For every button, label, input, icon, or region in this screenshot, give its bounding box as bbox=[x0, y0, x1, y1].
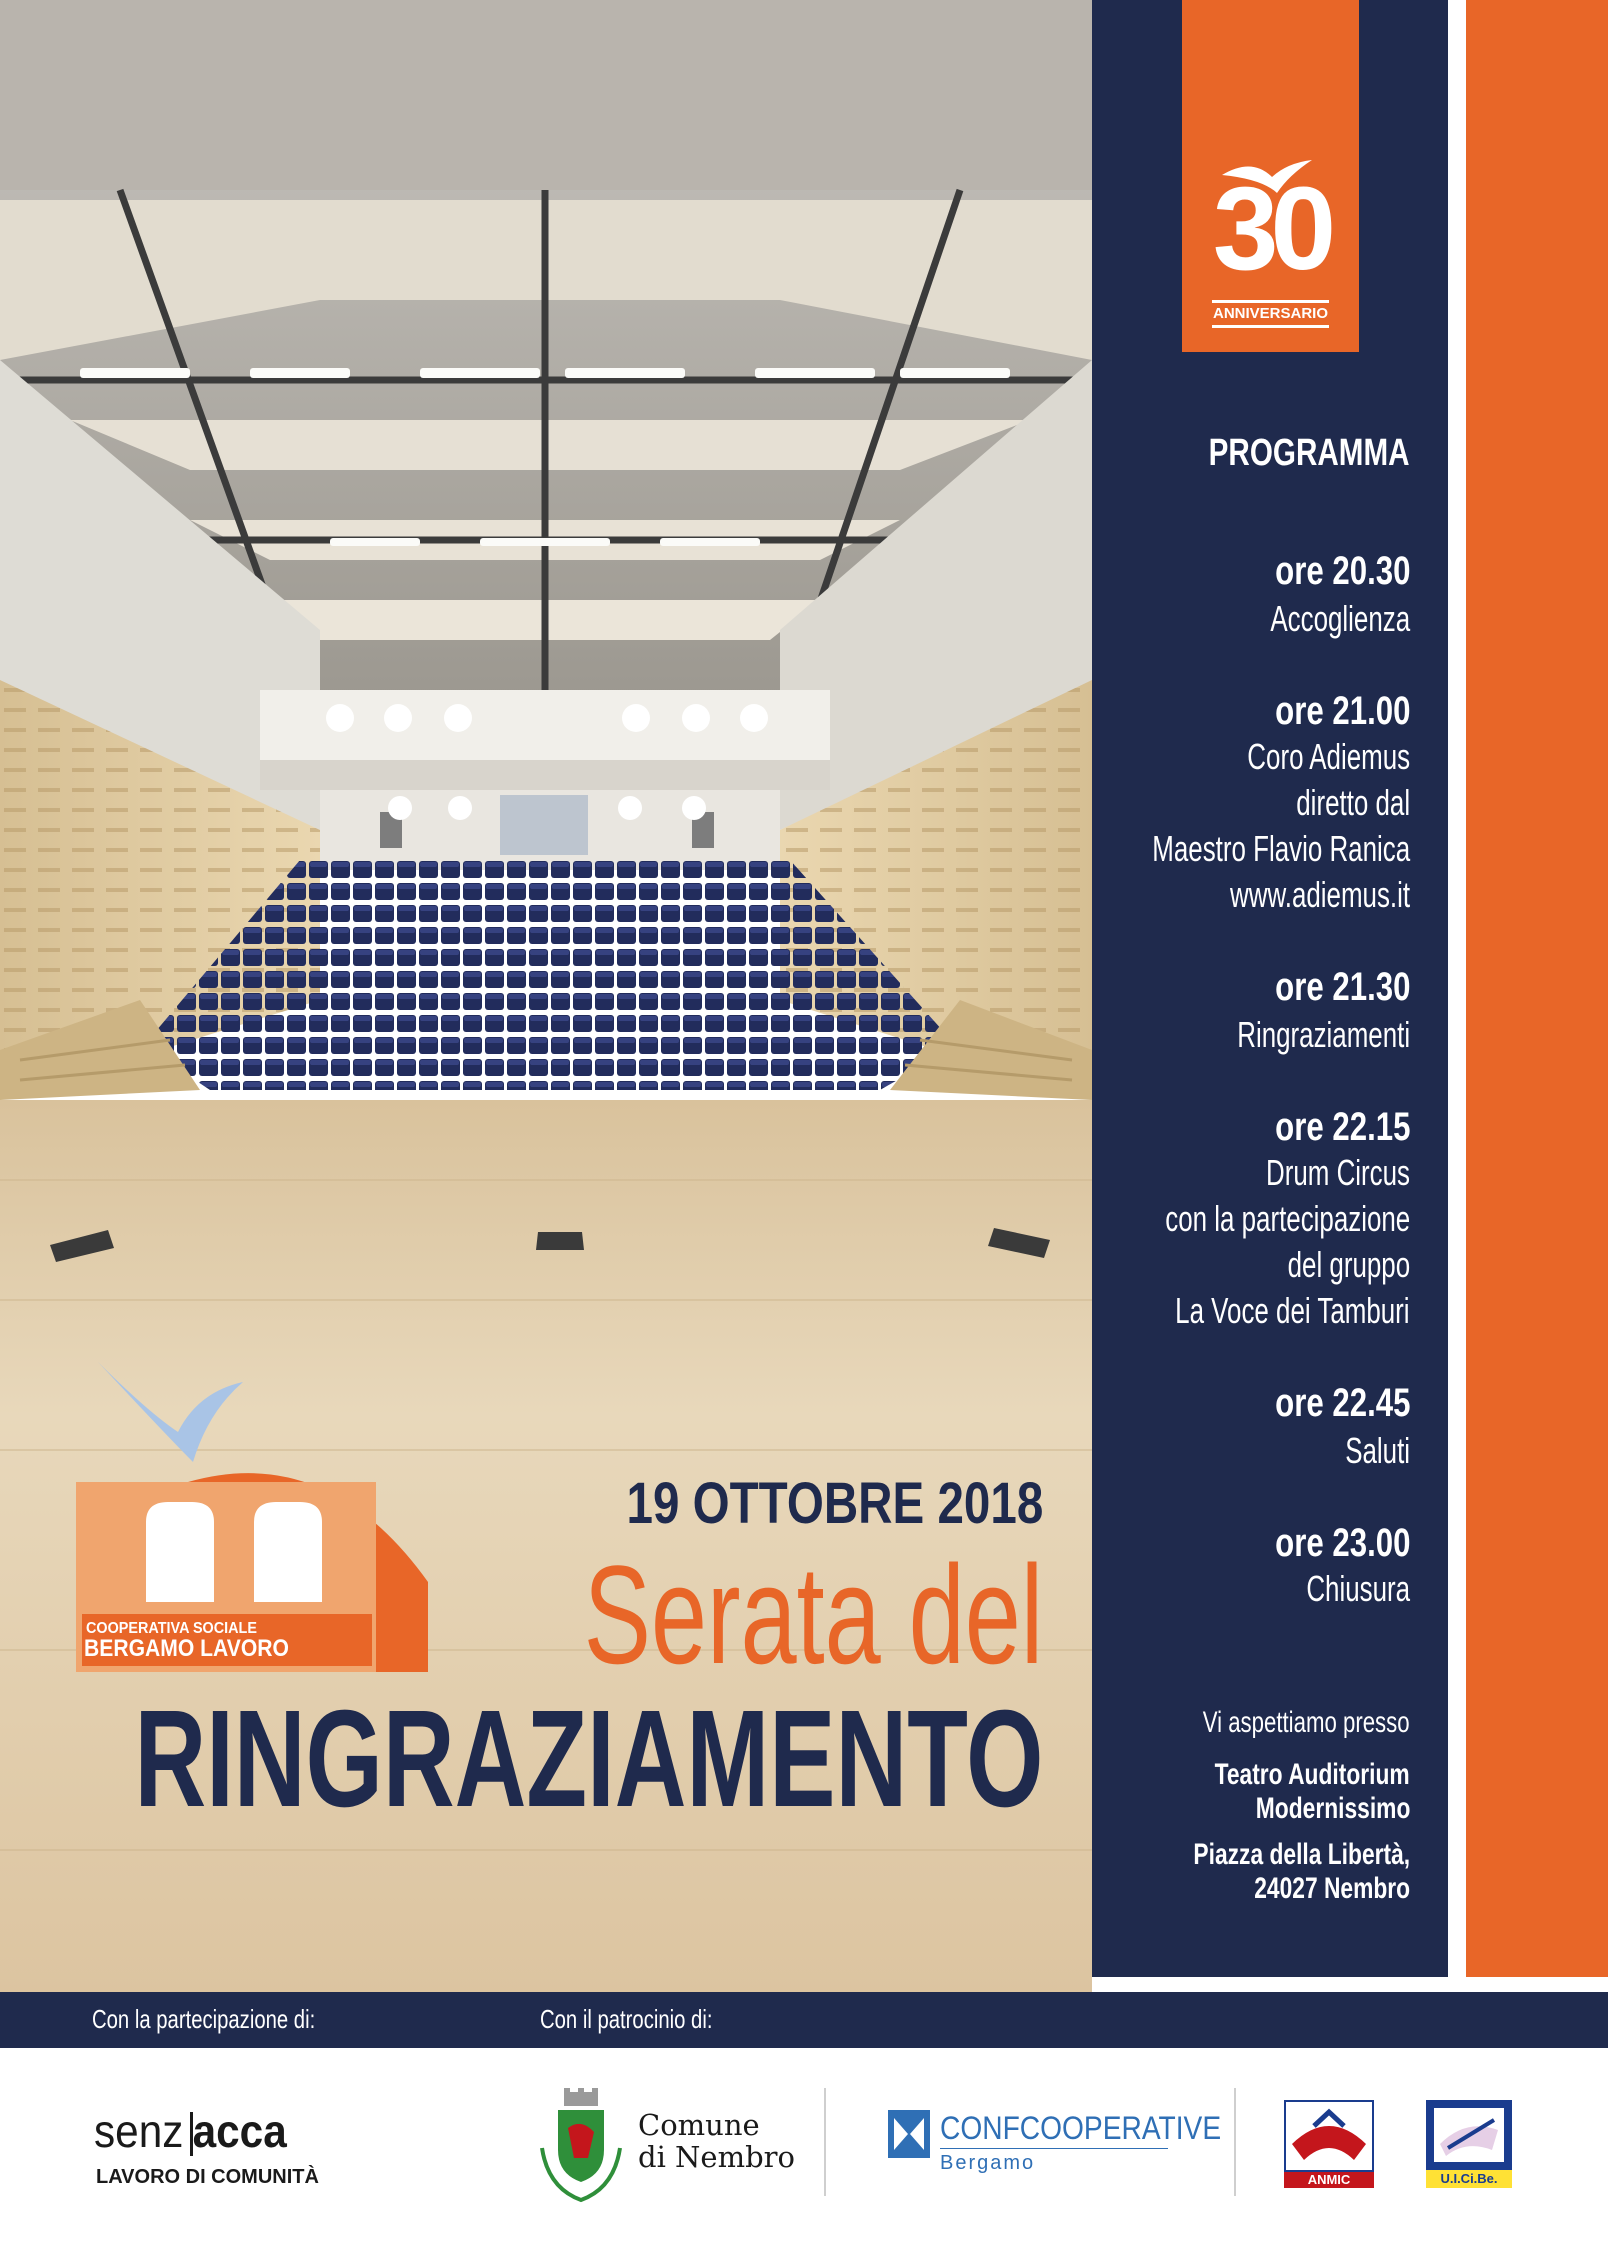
senzacca-logo bbox=[94, 2104, 364, 2204]
anmic-logo bbox=[1284, 2100, 1374, 2188]
program-desc-3: Ringraziamenti bbox=[1237, 1014, 1410, 1055]
confcooperative-logo bbox=[888, 2106, 1222, 2186]
program-time-6: ore 23.00 bbox=[1274, 1521, 1410, 1565]
venue-name-1: Teatro Auditorium bbox=[1214, 1758, 1410, 1791]
program-desc-5: Saluti bbox=[1345, 1430, 1410, 1471]
venue-address-2: 24027 Nembro bbox=[1254, 1872, 1410, 1905]
gull-icon bbox=[98, 1362, 243, 1462]
program-desc-2c: Maestro Flavio Ranica bbox=[1152, 828, 1410, 869]
footer-divider-2 bbox=[1234, 2088, 1236, 2196]
program-time-5: ore 22.45 bbox=[1274, 1381, 1410, 1425]
program-desc-2b: diretto dal bbox=[1296, 782, 1410, 823]
orange-stripe bbox=[1466, 0, 1608, 1977]
senzacca-word-left: senz bbox=[94, 2105, 184, 2157]
participation-label: Con la partecipazione di: bbox=[92, 2004, 316, 2034]
anniversary-label: ANNIVERSARIO bbox=[1212, 300, 1329, 328]
senzacca-word-right: acca bbox=[192, 2105, 287, 2157]
venue-name-2: Modernissimo bbox=[1255, 1792, 1410, 1825]
program-desc-2d: www.adiemus.it bbox=[1229, 874, 1410, 915]
program-desc-4a: Drum Circus bbox=[1265, 1152, 1410, 1193]
program-time-2: ore 21.00 bbox=[1274, 689, 1410, 733]
uicibe-emblem-icon bbox=[1426, 2100, 1512, 2170]
anmic-label: ANMIC bbox=[1284, 2172, 1374, 2188]
coat-of-arms-icon bbox=[538, 2088, 624, 2206]
comune-nembro-logo bbox=[538, 2088, 798, 2208]
program-desc-4c: del gruppo bbox=[1287, 1244, 1410, 1285]
program-desc-6: Chiusura bbox=[1306, 1568, 1410, 1609]
nembro-line2: di Nembro bbox=[638, 2140, 795, 2174]
coop-logo-line1: COOPERATIVA SOCIALE bbox=[86, 1620, 257, 1637]
anniversary-badge bbox=[1182, 0, 1359, 352]
program-desc-4d: La Voce dei Tamburi bbox=[1175, 1290, 1410, 1331]
column-divider bbox=[1448, 0, 1466, 1977]
anniversary-number: 30 bbox=[1212, 163, 1329, 295]
venue-address-1: Piazza della Libertà, bbox=[1193, 1838, 1410, 1871]
program-heading: PROGRAMMA bbox=[1209, 432, 1410, 474]
program-desc-1: Accoglienza bbox=[1270, 598, 1410, 639]
program-time-1: ore 20.30 bbox=[1274, 549, 1410, 593]
event-date: 19 OTTOBRE 2018 bbox=[626, 1471, 1043, 1536]
program-time-3: ore 21.30 bbox=[1274, 965, 1410, 1009]
patronage-label: Con il patrocinio di: bbox=[540, 2004, 713, 2034]
nembro-line1: Comune bbox=[638, 2108, 760, 2142]
uicibe-logo bbox=[1426, 2100, 1512, 2190]
coop-logo-line2: BERGAMO LAVORO bbox=[84, 1635, 289, 1662]
program-desc-4b: con la partecipazione bbox=[1165, 1198, 1410, 1239]
confcooperative-name: CONFCOOPERATIVE bbox=[940, 2110, 1222, 2146]
event-title-line1: Serata del bbox=[583, 1536, 1043, 1693]
event-title-line2: RINGRAZIAMENTO bbox=[134, 1682, 1043, 1836]
footer-divider-1 bbox=[824, 2088, 826, 2196]
coop-bergamo-lavoro-logo bbox=[68, 1352, 428, 1672]
venue-intro: Vi aspettiamo presso bbox=[1203, 1706, 1410, 1739]
uicibe-label: U.I.Ci.Be. bbox=[1426, 2170, 1512, 2188]
program-desc-2a: Coro Adiemus bbox=[1247, 736, 1410, 777]
anmic-emblem-icon bbox=[1284, 2100, 1374, 2172]
confcooperative-sub: Bergamo bbox=[940, 2152, 1036, 2174]
program-time-4: ore 22.15 bbox=[1274, 1105, 1410, 1149]
senzacca-subtitle: LAVORO DI COMUNITÀ bbox=[96, 2166, 319, 2188]
confcooperative-rule bbox=[940, 2148, 1168, 2149]
confcooperative-icon bbox=[888, 2110, 930, 2158]
senzacca-bar bbox=[190, 2112, 193, 2156]
